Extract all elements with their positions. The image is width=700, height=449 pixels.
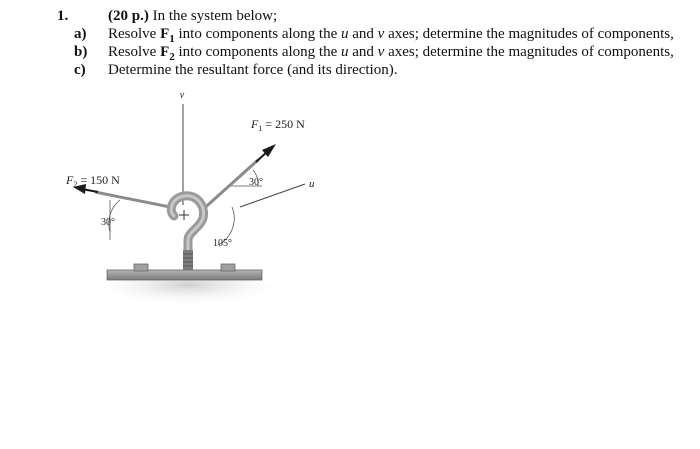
v-axis-label: v <box>179 90 185 101</box>
part-a-v: v <box>377 26 385 42</box>
f1-label-name: F <box>251 117 259 131</box>
f1-label <box>250 117 305 133</box>
eye-hook <box>171 196 203 270</box>
plate-bolt-right <box>221 264 235 271</box>
f2-rope <box>95 192 170 207</box>
part-b-force: F <box>160 44 170 60</box>
part-c-label: c) <box>74 62 86 78</box>
part-b-u: u <box>340 44 349 60</box>
problem-intro-text: In the system below; <box>152 8 278 24</box>
part-a-post: axes; determine the magnitudes of components, <box>384 26 674 42</box>
part-a-mid: into components along the <box>174 26 341 42</box>
f2-angle-label: 30° <box>101 217 115 228</box>
plate-bolt-left <box>134 264 148 271</box>
part-b-v: v <box>377 44 385 60</box>
part-a-force: F <box>160 26 170 42</box>
part-b-mid: into components along the <box>174 44 341 60</box>
f2-label <box>65 173 120 189</box>
problem-points: (20 p.) <box>108 8 149 24</box>
u-angle-label: 105° <box>213 238 232 249</box>
f2-label-value: = 150 N <box>77 173 120 187</box>
part-b-pre: Resolve <box>108 44 161 60</box>
part-b-and: and <box>348 44 378 60</box>
f1-angle-label: 30° <box>249 177 263 188</box>
part-a-label: a) <box>74 26 87 42</box>
part-c-text: Determine the resultant force (and its direction). <box>108 62 398 78</box>
f1-label-value: = 250 N <box>262 117 305 131</box>
part-a-pre: Resolve <box>108 26 161 42</box>
part-a-and: and <box>348 26 378 42</box>
part-a-u: u <box>340 26 349 42</box>
u-axis-label: u <box>309 178 315 190</box>
part-b-force-sub: 2 <box>169 51 175 63</box>
part-b-post: axes; determine the magnitudes of components, <box>384 44 674 60</box>
f1-label-sub: 1 <box>258 124 263 133</box>
problem-number: 1. <box>57 8 69 24</box>
part-a-force-sub: 1 <box>169 33 175 45</box>
base-plate <box>107 270 262 280</box>
f2-label-sub: 2 <box>73 180 78 189</box>
part-b-label: b) <box>74 44 88 60</box>
f2-label-name: F <box>66 173 74 187</box>
